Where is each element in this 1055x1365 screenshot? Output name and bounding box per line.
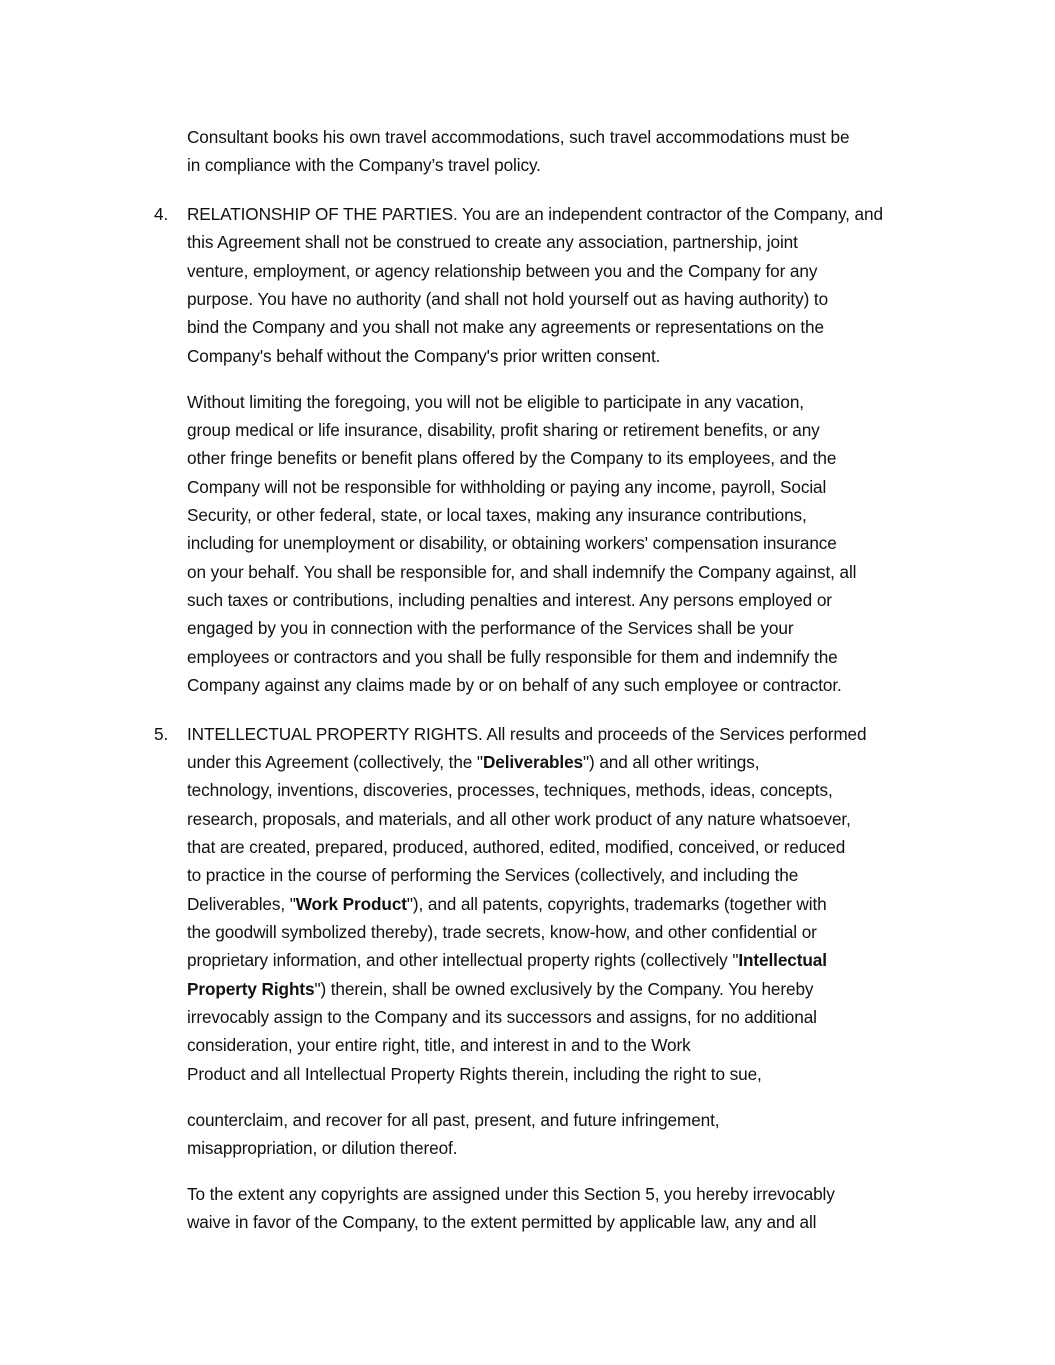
paragraph-line: Consultant books his own travel accommodations, such travel accommodations must be <box>187 127 850 147</box>
paragraph-line: to practice in the course of performing the Services (collectively, and including the <box>187 865 799 885</box>
paragraph-line: in compliance with the Company’s travel policy. <box>187 155 541 175</box>
text-run: ") therein, shall be owned exclusively by the Company. You hereby <box>314 979 814 999</box>
paragraph-line: Security, or other federal, state, or local taxes, making any insurance contributions, <box>187 505 807 525</box>
paragraph-line: employees or contractors and you shall be fully responsible for them and indemnify the <box>187 647 838 667</box>
paragraph-line: consideration, your entire right, title, and interest in and to the Work <box>187 1035 691 1055</box>
paragraph-line: purpose. You have no authority (and shall not hold yourself out as having authority) to <box>187 289 829 309</box>
paragraph-line: Without limiting the foregoing, you will not be eligible to participate in any vacation, <box>187 392 804 412</box>
paragraph-line: Company will not be responsible for withholding or paying any income, payroll, Social <box>187 477 827 497</box>
text-run: "), and all patents, copyrights, trademarks (together with <box>406 894 827 914</box>
text-run: under this Agreement (collectively, the " <box>187 752 483 772</box>
paragraph-line: research, proposals, and materials, and all other work product of any nature whatsoever, <box>187 809 851 829</box>
paragraph-line: that are created, prepared, produced, authored, edited, modified, conceived, or reduced <box>187 837 846 857</box>
paragraph-line: on your behalf. You shall be responsible for, and shall indemnify the Company against, all <box>187 562 857 582</box>
paragraph-line: irrevocably assign to the Company and its successors and assigns, for no additional <box>187 1007 817 1027</box>
paragraph-line: the goodwill symbolized thereby), trade secrets, know-how, and other confidential or <box>187 922 817 942</box>
text-run: ") and all other writings, <box>583 752 760 772</box>
paragraph-line: such taxes or contributions, including penalties and interest. Any persons employed or <box>187 590 832 610</box>
paragraph-line <box>187 748 759 776</box>
paragraph-line: other fringe benefits or benefit plans offered by the Company to its employees, and the <box>187 448 837 468</box>
text-run: Deliverables, " <box>187 894 296 914</box>
paragraph-line <box>187 946 827 974</box>
paragraph-line: engaged by you in connection with the performance of the Services shall be your <box>187 618 794 638</box>
paragraph-line: To the extent any copyrights are assigned under this Section 5, you hereby irrevocably <box>187 1184 835 1204</box>
paragraph-line: this Agreement shall not be construed to create any association, partnership, joint <box>187 232 798 252</box>
paragraph-line: Company's behalf without the Company's prior written consent. <box>187 346 661 366</box>
defined-term: Property Rights <box>187 979 315 999</box>
defined-term: Deliverables <box>482 752 584 772</box>
paragraph-line: Product and all Intellectual Property Rights therein, including the right to sue, <box>187 1064 762 1084</box>
paragraph-line: INTELLECTUAL PROPERTY RIGHTS. All results and proceeds of the Services performed <box>187 724 867 744</box>
paragraph-line: RELATIONSHIP OF THE PARTIES. You are an independent contractor of the Company, and <box>187 204 883 224</box>
paragraph-line <box>187 890 827 918</box>
paragraph-line: waive in favor of the Company, to the extent permitted by applicable law, any and all <box>187 1212 817 1232</box>
paragraph-line: bind the Company and you shall not make any agreements or representations on the <box>187 317 824 337</box>
text-run: proprietary information, and other intellectual property rights (collectively " <box>187 950 739 970</box>
paragraph-line: counterclaim, and recover for all past, present, and future infringement, <box>187 1110 720 1130</box>
paragraph-line <box>187 975 813 1003</box>
paragraph-line: group medical or life insurance, disability, profit sharing or retirement benefits, or any <box>187 420 820 440</box>
section-number: 5. <box>154 724 169 744</box>
paragraph-line: technology, inventions, discoveries, processes, techniques, methods, ideas, concepts, <box>187 780 833 800</box>
paragraph-line: Company against any claims made by or on behalf of any such employee or contractor. <box>187 675 842 695</box>
paragraph-line: including for unemployment or disability, or obtaining workers' compensation insurance <box>187 533 837 553</box>
defined-term: Intellectual <box>738 950 827 970</box>
defined-term: Work Product <box>295 894 407 914</box>
paragraph-line: misappropriation, or dilution thereof. <box>187 1138 458 1158</box>
section-number: 4. <box>154 204 169 224</box>
paragraph-line: venture, employment, or agency relationship between you and the Company for any <box>187 261 818 281</box>
